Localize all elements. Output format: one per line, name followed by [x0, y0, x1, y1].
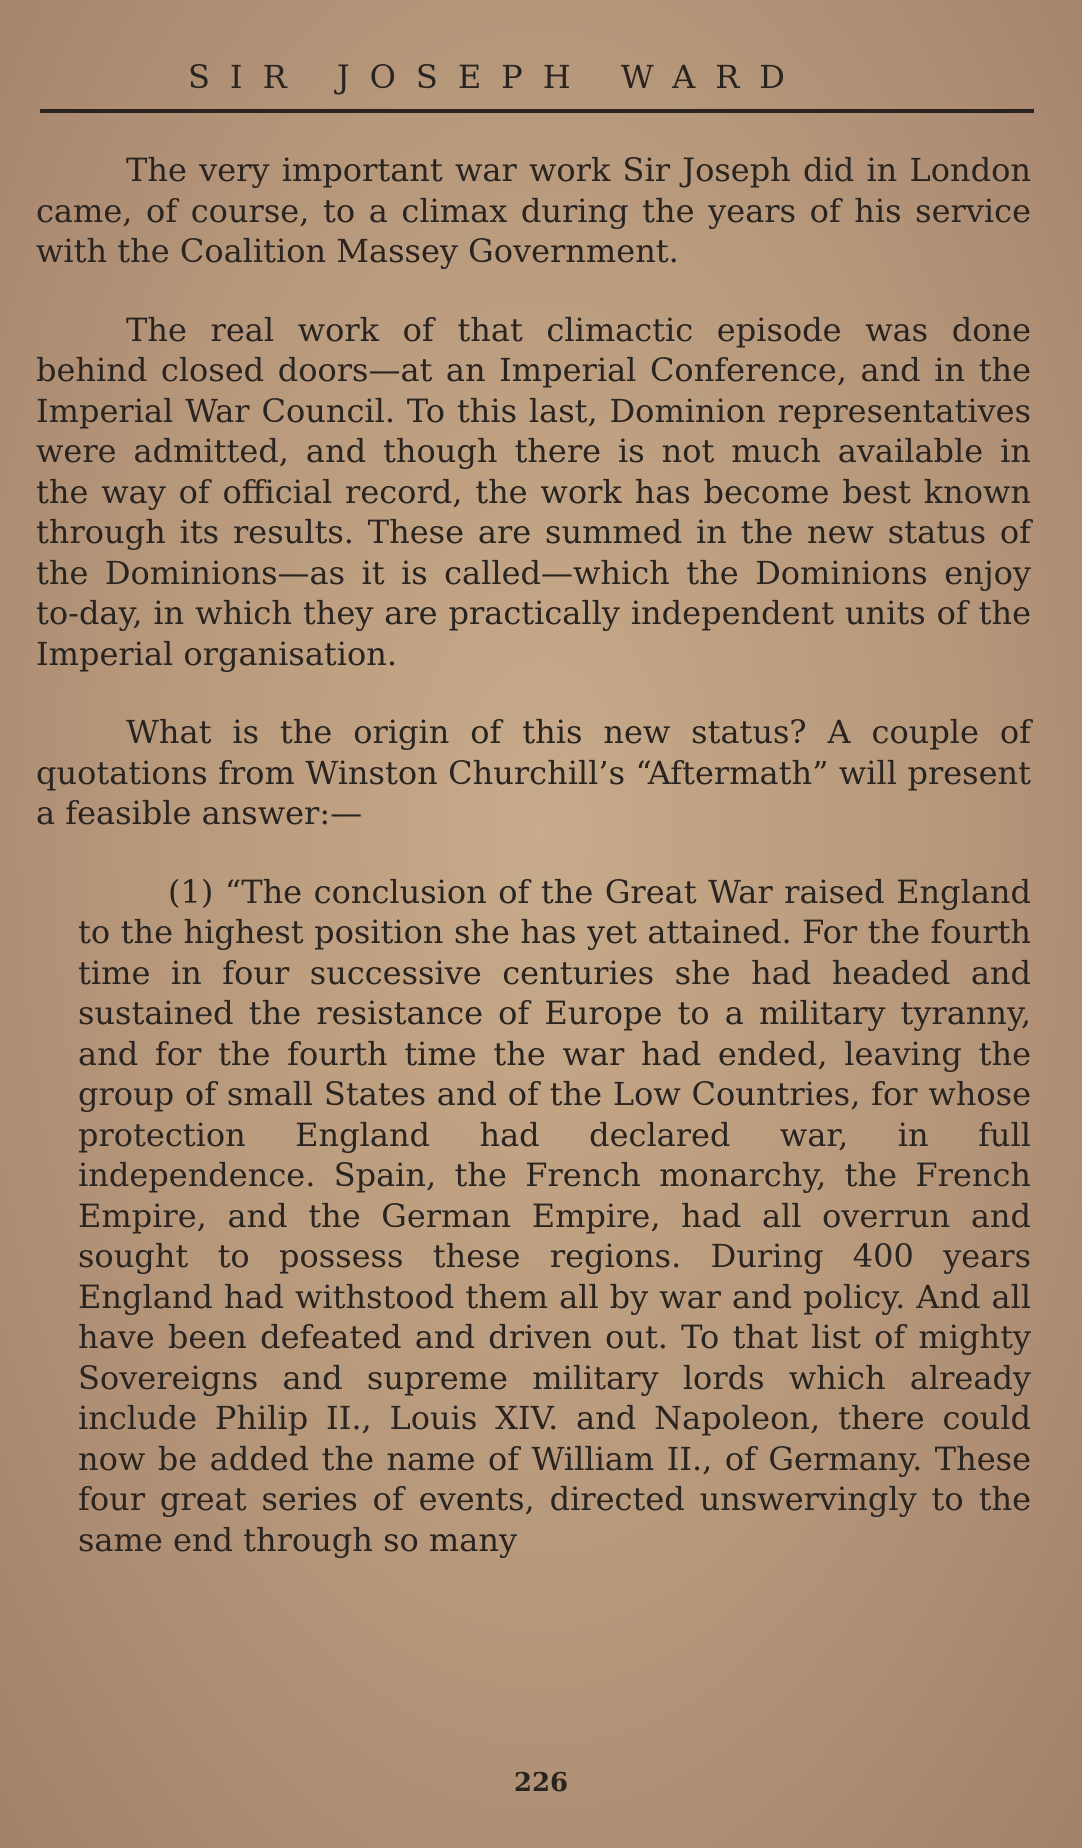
running-header	[40, 58, 1030, 118]
churchill-quotation: (1) “The conclusion of the Great War raised England to the highest position she has yet attained. For the fourth time in four successive centuries she had headed and sustained the resistance of Europe to a military tyranny, and for the fourth time the war had ended, leaving the group of small States and of the Low Countries, for whose protection England had declared war, in full independence. Spain, the French monarchy, the French Empire, and the German Empire, had all overrun and sought to possess these regions. During 400 years England had withstood them all by war and policy. And all have been defeated and driven out. To that list of mighty Sovereigns and supreme military lords which already include Philip II., Louis XIV. and Napoleon, there could now be added the name of William II., of Germany. These four great series of events, directed unswervingly to the same end through so many	[78, 872, 1031, 1559]
body-text	[36, 150, 1031, 1560]
paragraph-war-work: The very important war work Sir Joseph did in London came, of course, to a climax during the years of his service with the Coalition Massey Government.	[36, 151, 1031, 270]
paragraph-imperial-conference: The real work of that climactic episode was done behind closed doors—at an Imperial Conference, and in the Imperial War Council. To this last, Dominion representatives were admitted, and though there is not much available in the way of official record, the work has become best known through its results. These are summed in the new status of the Dominions—as it is called—which the Dominions enjoy to-day, in which they are practically independent units of the Imperial organisation.	[36, 310, 1031, 673]
running-title: SIR JOSEPH WARD	[188, 58, 805, 96]
header-rule	[40, 109, 1034, 113]
paragraph-origin-question: What is the origin of this new status? A couple of quotations from Winston Churchill’s “Aftermath” will present a feasible answer:—	[36, 713, 1031, 832]
page-number: 226	[513, 1768, 569, 1798]
